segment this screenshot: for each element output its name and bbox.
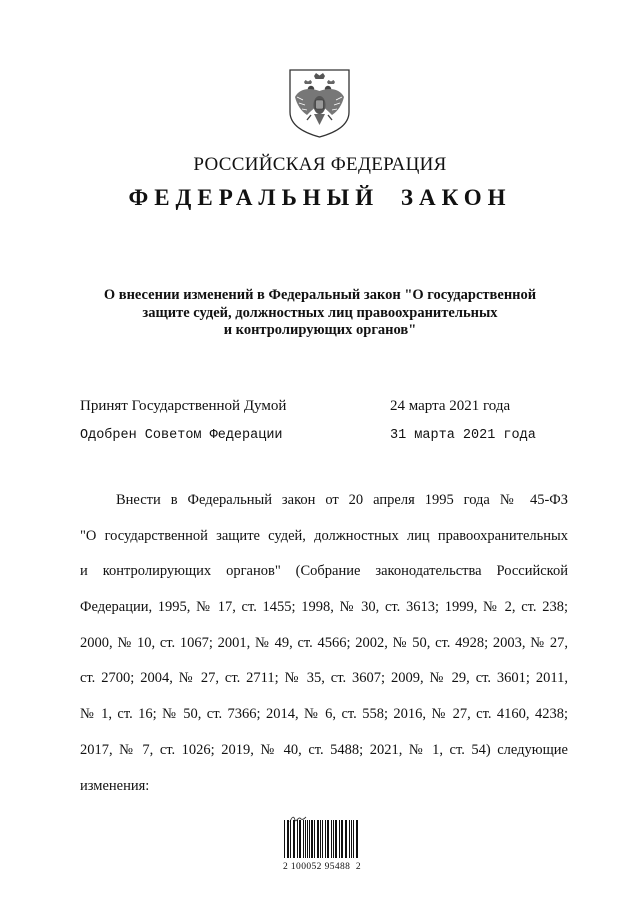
barcode-bar [351,820,352,858]
document-type-heading: ФЕДЕРАЛЬНЫЙ ЗАКОН [128,185,512,210]
country-heading: РОССИЙСКАЯ ФЕДЕРАЦИЯ [193,154,447,175]
approved-by-council-label: Одобрен Советом Федерации [80,428,283,443]
body-line: 2000, № 10, ст. 1067; 2001, № 49, ст. 4566; 2002, № 50, ст. 4928; 2003, № 27, [80,634,568,651]
adopted-by-duma-date: 24 марта 2021 года [390,398,511,414]
body-line: изменения: [80,777,150,794]
law-title-line: О внесении изменений в Федеральный закон "О государственной [103,287,537,303]
law-title-line: и контролирующих органов" [223,322,417,338]
barcode-icon [283,818,359,860]
barcode-bar [335,820,337,858]
barcode-bar [297,820,298,858]
barcode-bar [331,820,332,858]
barcode-bar [320,820,321,858]
barcode-bar [345,820,347,858]
adopted-by-duma-label: Принят Государственной Думой [80,398,287,414]
barcode-bar [349,820,350,858]
barcode-bar [311,820,313,858]
barcode-bar [327,820,329,858]
body-line: № 1, ст. 16; № 50, ст. 7366; 2014, № 6, ст. 558; 2016, № 27, ст. 4160, 4238; [80,706,568,723]
barcode-bar [317,820,319,858]
body-line: Внести в Федеральный закон от 20 апреля 1995 года № 45-ФЗ [116,492,568,508]
barcode-bar [284,820,285,858]
body-line: Федерации, 1995, № 17, ст. 1455; 1998, № 30, ст. 3613; 1999, № 2, ст. 238; [80,599,568,616]
barcode-bar [356,820,358,858]
barcode-bar [322,820,323,858]
law-title [80,287,560,340]
body-line: "О государственной защите судей, должностных лиц правоохранительных [80,527,568,544]
barcode-bar [314,820,315,858]
body-line: ст. 2700; 2004, № 27, ст. 2711; № 35, ст. 3607; 2009, № 29, ст. 3601; 2011, [80,670,568,687]
law-body [80,489,568,810]
barcode-bar [305,820,306,858]
barcode-bar [287,820,289,858]
barcode-bar [325,820,326,858]
barcode-bar [290,820,291,858]
body-line: 2017, № 7, ст. 1026; 2019, № 40, ст. 5488; 2021, № 1, ст. 54) следующие [80,741,568,758]
barcode-bar [293,820,295,858]
barcode-bar [299,820,301,858]
barcode-bar [309,820,310,858]
barcode-digits: 2 100052 95488 2 [282,862,362,872]
russian-coat-of-arms-icon [287,67,352,140]
barcode-bar [333,820,334,858]
body-line: и контролирующих органов" (Собрание законодательства Российской [80,563,568,580]
barcode-bar [339,820,340,858]
barcode-bar [353,820,354,858]
barcode-bar [341,820,343,858]
approved-by-council-date: 31 марта 2021 года [390,428,536,443]
law-title-line: защите судей, должностных лиц правоохранительных [142,304,498,321]
barcode-bar [307,820,308,858]
barcode-bar [303,820,304,858]
